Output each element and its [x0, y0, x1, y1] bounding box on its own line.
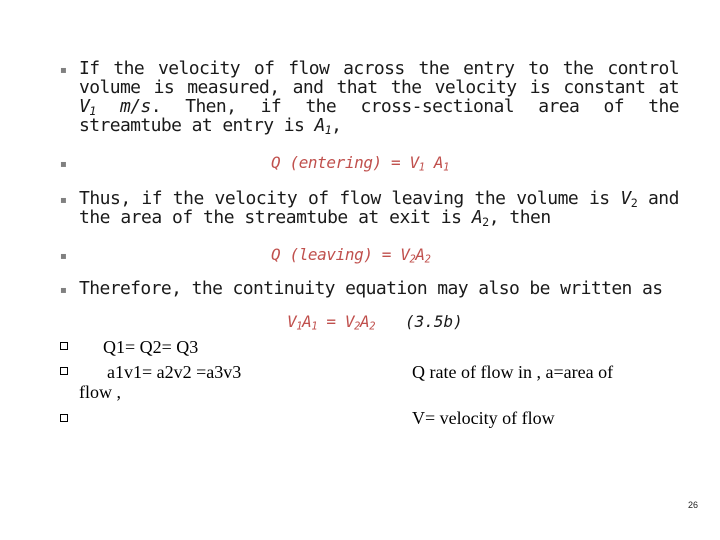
- eq-cont-a2: A: [359, 312, 370, 331]
- para1-prefix: If the velocity of flow across the entry to the control volume is measured, and that the velocity is constant at: [79, 58, 679, 98]
- eq-entering-v-sub: 1: [418, 161, 425, 174]
- para1-a1-sub: 1: [324, 122, 332, 137]
- para1-middle: . Then, if the cross-sectional area of the streamtube at entry is: [79, 96, 679, 136]
- equation-q-leaving: [271, 245, 430, 264]
- eq-leaving-label: Q (leaving) =: [271, 245, 401, 264]
- square-bullet-marker: [60, 414, 68, 425]
- eq-cont-v2: V: [344, 312, 355, 331]
- note-area-velocity: a1v1= a2v2 =a3v3: [107, 362, 242, 382]
- eq-leaving-a: A: [415, 245, 425, 264]
- para2-middle: and the area of the streamtube at exit is: [79, 188, 679, 228]
- paragraph-velocity-leaving: [79, 189, 679, 227]
- eq-cont-v2-sub: 2: [354, 320, 360, 333]
- para2-v2: V: [620, 188, 631, 209]
- page-number: 26: [687, 500, 698, 510]
- eq-entering-v: V: [409, 153, 419, 172]
- eq-entering-a: A: [424, 153, 444, 172]
- eq-leaving-v-sub: 2: [409, 253, 416, 266]
- para1-a1: A: [314, 115, 325, 136]
- note-flow-continuation: flow ,: [79, 382, 121, 402]
- square-bullet-marker: [60, 342, 68, 353]
- eq-entering-label: Q (entering) =: [271, 153, 410, 172]
- eq-cont-a1-sub: 1: [311, 320, 318, 333]
- eq-cont-a2-sub: 2: [369, 320, 376, 333]
- para2-a2: A: [471, 207, 483, 228]
- bullet-marker: ▪: [60, 159, 67, 170]
- para1-suffix: ,: [331, 115, 342, 136]
- note-rate-definition: Q rate of flow in , a=area of: [412, 362, 614, 382]
- paragraph-velocity-entry: [79, 59, 679, 135]
- para2-prefix: Thus, if the velocity of flow leaving the volume is: [79, 188, 621, 209]
- bullet-marker: ▪: [60, 251, 67, 262]
- para2-a2-sub: 2: [482, 214, 489, 229]
- eq-entering-a-sub: 1: [443, 161, 449, 174]
- equation-continuity: [287, 312, 375, 331]
- para1-v1: V: [79, 96, 90, 117]
- eq-cont-v1: V: [287, 312, 297, 331]
- equation-q-entering: [271, 153, 449, 172]
- bullet-marker: ▪: [60, 195, 67, 206]
- eq-cont-equals: =: [317, 312, 345, 331]
- bullet-marker: ▪: [60, 285, 67, 296]
- note-flow-equality: Q1= Q2= Q3: [103, 337, 199, 357]
- para1-unit: m/s: [95, 96, 151, 117]
- eq-cont-a1: A: [302, 312, 312, 331]
- eq-cont-v1-sub: 1: [296, 320, 303, 333]
- note-velocity-definition: V= velocity of flow: [412, 408, 555, 428]
- para1-v1-sub: 1: [89, 103, 96, 118]
- paragraph-continuity: Therefore, the continuity equation may also be written as: [79, 278, 663, 299]
- eq-leaving-v: V: [400, 245, 410, 264]
- equation-number: (3.5b): [405, 312, 463, 331]
- para2-suffix: , then: [488, 207, 551, 228]
- bullet-marker: ▪: [60, 65, 67, 76]
- square-bullet-marker: [60, 367, 68, 378]
- eq-leaving-a-sub: 2: [424, 253, 431, 266]
- para2-v2-sub: 2: [630, 195, 638, 210]
